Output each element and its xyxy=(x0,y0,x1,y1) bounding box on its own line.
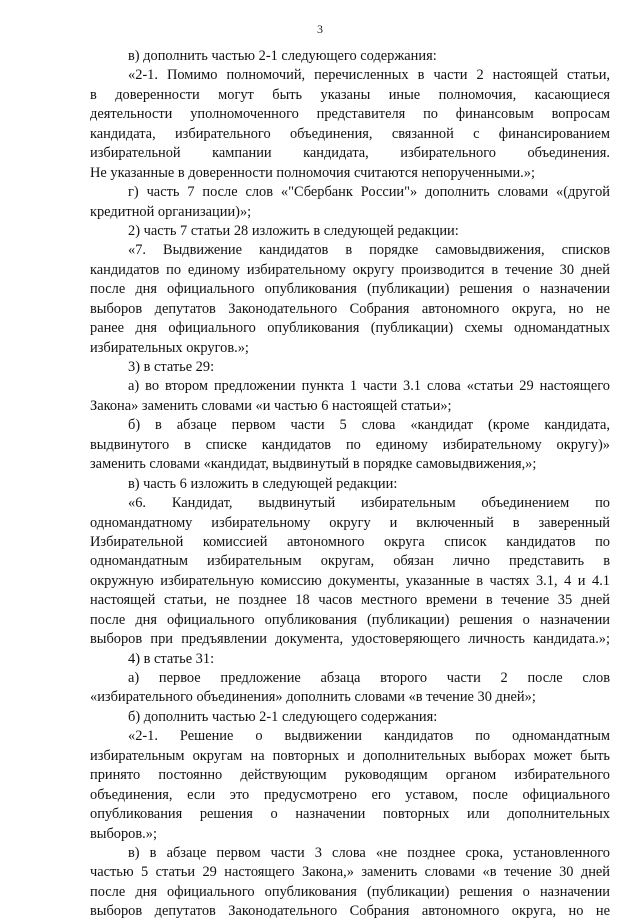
text-line: объединения, если это предусмотрено его уставом, после официального xyxy=(90,786,610,803)
text-line: Избирательной комиссией автономного округа список кандидатов по xyxy=(90,533,610,550)
text-line: после дня официального опубликования (публикации) решения о назначении xyxy=(90,611,610,628)
text-line: г) часть 7 после слов «"Сбербанк России"» дополнить словами «(другой xyxy=(128,184,610,201)
text-line: кандидатов по единому избирательному округу производится в течение 30 дней xyxy=(90,261,610,278)
text-line: «избирательного объединения» дополнить словами «в течение 30 дней»; xyxy=(90,689,536,706)
text-line: деятельности уполномоченного представителя по финансовым вопросам xyxy=(90,106,610,123)
text-line: в) в абзаце первом части 3 слова «не позднее срока, установленного xyxy=(128,844,610,861)
text-line: «2-1. Помимо полномочий, перечисленных в части 2 настоящей статьи, xyxy=(128,67,610,84)
text-line: после дня официального опубликования (публикации) решения о назначении xyxy=(90,281,610,298)
text-line: одномандатным избирательным округам, обязан лично представить в xyxy=(90,553,610,570)
text-line: Не указанные в доверенности полномочия считаются непорученными.»; xyxy=(90,164,535,181)
document-body xyxy=(90,47,610,922)
text-line: избирательных округов.»; xyxy=(90,339,249,356)
text-line: выборов депутатов Законодательного Собрания автономного округа, но не xyxy=(90,903,610,920)
text-line: а) во втором предложении пункта 1 части 3.1 слова «статьи 29 настоящего xyxy=(128,378,610,395)
text-line: б) дополнить частью 2-1 следующего содержания: xyxy=(128,708,438,725)
text-line: настоящей статьи, не позднее 18 часов местного времени в течение 35 дней xyxy=(90,592,610,609)
text-line: 2) часть 7 статьи 28 изложить в следующей редакции: xyxy=(128,222,459,239)
text-line: частью 5 статьи 29 настоящего Закона,» заменить словами «в течение 30 дней xyxy=(90,864,610,881)
text-line: ранее дня официального опубликования (публикации) схемы одномандатных xyxy=(90,320,610,337)
text-line: принято постоянно действующим руководящим органом избирательного xyxy=(90,767,610,784)
text-line: а) первое предложение абзаца второго части 2 после слов xyxy=(128,670,610,686)
text-line: кандидата, избирательного объединения, связанной с финансированием xyxy=(90,125,610,142)
text-line: Закона» заменить словами «и частью 6 настоящей статьи»; xyxy=(90,397,452,414)
text-line: 4) в статье 31: xyxy=(128,650,215,667)
text-line: «7. Выдвижение кандидатов в порядке самовыдвижения, списков xyxy=(128,242,610,259)
text-line: выборов.»; xyxy=(90,825,157,842)
text-line: выборов при предъявлении документа, удостоверяющего личность кандидата.»; xyxy=(90,631,610,648)
text-line: после дня официального опубликования (публикации) решения о назначении xyxy=(90,883,610,900)
text-line: кредитной организации)»; xyxy=(90,203,252,220)
text-line: одномандатному избирательному округу и включенный в заверенный xyxy=(90,514,610,531)
text-line: заменить словами «кандидат, выдвинутый в порядке самовыдвижения,»; xyxy=(90,456,537,473)
text-line: в) дополнить частью 2-1 следующего содержания: xyxy=(128,48,437,64)
text-line: в доверенности могут быть указаны иные полномочия, касающиеся xyxy=(90,86,610,103)
text-line: избирательной кампании кандидата, избирательного объединения. xyxy=(90,145,610,162)
text-line: избирательным округам на повторных и дополнительных выборах может быть xyxy=(90,747,610,764)
text-line: окружную избирательную комиссию документы, указанные в частях 3.1, 4 и 4.1 xyxy=(90,572,610,589)
text-line: б) в абзаце первом части 5 слова «кандидат (кроме кандидата, xyxy=(128,417,610,434)
text-line: опубликования решения о назначении повторных или дополнительных xyxy=(90,806,610,823)
text-line: в) часть 6 изложить в следующей редакции: xyxy=(128,475,398,492)
text-line: «6. Кандидат, выдвинутый избирательным объединением по xyxy=(128,495,610,512)
page-number: 3 xyxy=(317,22,323,36)
text-line: выборов депутатов Законодательного Собрания автономного округа, но не xyxy=(90,300,610,317)
text-line: «2-1. Решение о выдвижении кандидатов по одномандатным xyxy=(128,728,610,745)
text-line: 3) в статье 29: xyxy=(128,359,215,375)
text-line: выдвинутого в списке кандидатов по единому избирательному округу)» xyxy=(90,436,610,453)
